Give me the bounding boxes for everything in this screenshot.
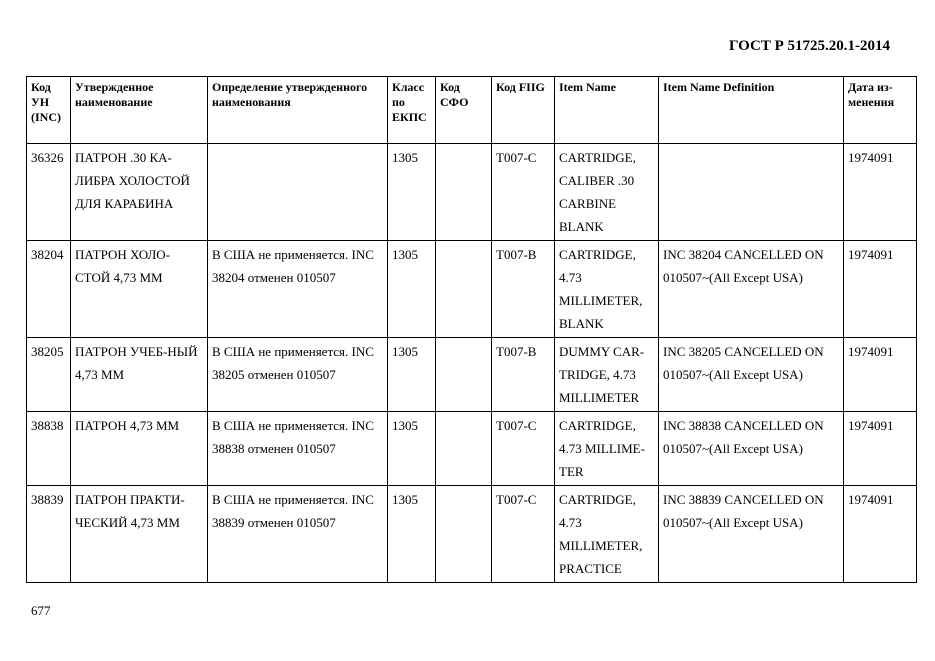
cell-class: 1305 [388,241,436,338]
header-approved-name: Утвержденное наименование [71,77,208,144]
header-inc: Код УН (INC) [27,77,71,144]
cell-fiig: T007-C [492,144,555,241]
cell-class: 1305 [388,144,436,241]
cell-inc: 38839 [27,486,71,583]
cell-inc: 38205 [27,338,71,412]
table-row [27,486,917,583]
cell-name: ПАТРОН 4,73 ММ [71,412,208,486]
cell-date: 1974091 [844,241,917,338]
cell-item-name: CARTRIDGE, 4.73 MILLIMETER, BLANK [555,241,659,338]
cell-fiig: T007-B [492,241,555,338]
cell-inc: 38204 [27,241,71,338]
cell-definition: В США не применяется. INC 38204 отменен 010507 [208,241,388,338]
cell-date: 1974091 [844,412,917,486]
cell-sfo [436,241,492,338]
header-sfo: Код СФО [436,77,492,144]
cell-date: 1974091 [844,338,917,412]
cell-class: 1305 [388,412,436,486]
cell-item-definition [659,144,844,241]
cell-inc: 36326 [27,144,71,241]
table-row [27,338,917,412]
cell-class: 1305 [388,486,436,583]
cell-sfo [436,486,492,583]
cell-definition: В США не применяется. INC 38839 отменен 010507 [208,486,388,583]
table-row [27,241,917,338]
cell-definition [208,144,388,241]
cell-item-name: CARTRIDGE, 4.73 MILLIMETER, PRACTICE [555,486,659,583]
cell-item-name: CARTRIDGE, CALIBER .30 CARBINE BLANK [555,144,659,241]
cell-name: ПАТРОН УЧЕБ-НЫЙ 4,73 ММ [71,338,208,412]
header-item-name: Item Name [555,77,659,144]
cell-sfo [436,144,492,241]
cell-item-name: DUMMY CAR-TRIDGE, 4.73 MILLIMETER [555,338,659,412]
cell-name: ПАТРОН .30 КА-ЛИБРА ХОЛОСТОЙ ДЛЯ КАРАБИНА [71,144,208,241]
cell-date: 1974091 [844,144,917,241]
cell-name: ПАТРОН ХОЛО-СТОЙ 4,73 ММ [71,241,208,338]
cell-sfo [436,412,492,486]
table-header-row [27,77,917,144]
cell-date: 1974091 [844,486,917,583]
cell-item-definition: INC 38839 CANCELLED ON 010507~(All Except USA) [659,486,844,583]
table-row [27,412,917,486]
cell-class: 1305 [388,338,436,412]
cell-item-definition: INC 38205 CANCELLED ON 010507~(All Except USA) [659,338,844,412]
header-change-date: Дата из-менения [844,77,917,144]
cell-fiig: T007-C [492,486,555,583]
cell-definition: В США не применяется. INC 38205 отменен 010507 [208,338,388,412]
cell-item-definition: INC 38838 CANCELLED ON 010507~(All Except USA) [659,412,844,486]
header-fiig: Код FIIG [492,77,555,144]
cell-name: ПАТРОН ПРАКТИ-ЧЕСКИЙ 4,73 ММ [71,486,208,583]
header-class: Класс по ЕКПС [388,77,436,144]
cell-definition: В США не применяется. INC 38838 отменен 010507 [208,412,388,486]
cell-fiig: T007-B [492,338,555,412]
cell-inc: 38838 [27,412,71,486]
cell-fiig: T007-C [492,412,555,486]
catalog-table [26,76,917,583]
document-code: ГОСТ Р 51725.20.1-2014 [728,38,890,54]
page-number: 677 [31,603,51,618]
header-definition: Определение утвержденного наименования [208,77,388,144]
cell-item-definition: INC 38204 CANCELLED ON 010507~(All Except USA) [659,241,844,338]
table-row [27,144,917,241]
cell-item-name: CARTRIDGE, 4.73 MILLIME-TER [555,412,659,486]
cell-sfo [436,338,492,412]
header-item-name-definition: Item Name Definition [659,77,844,144]
